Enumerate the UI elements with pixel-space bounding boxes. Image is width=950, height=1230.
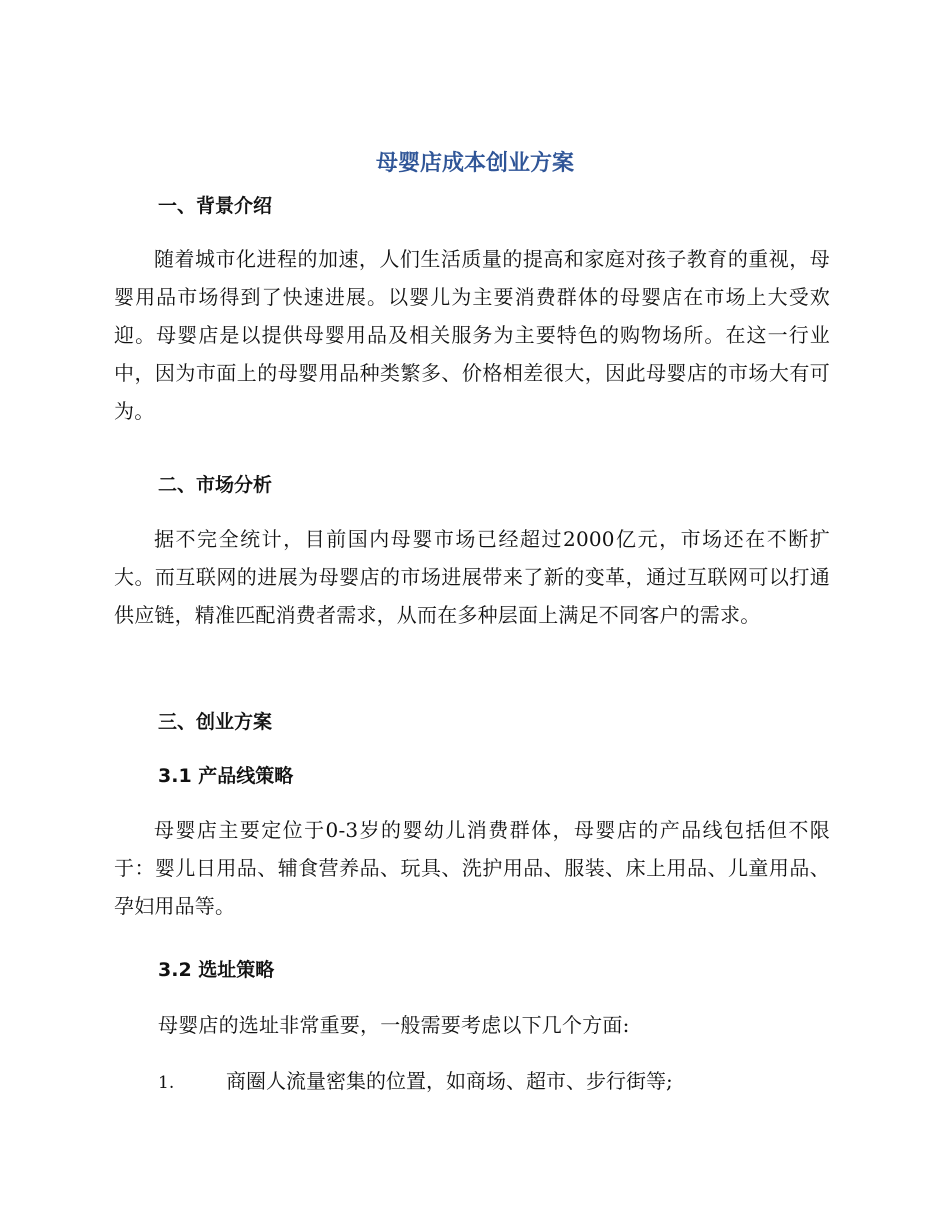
subsection-heading-product-line: 3.1 产品线策略	[158, 765, 294, 787]
paragraph-market: 据不完全统计，目前国内母婴市场已经超过2000亿元，市场还在不断扩大。而互联网的进展为母婴店的市场进展带来了新的变革，通过互联网可以打通供应链，精准匹配消费者需求，从而在多种层面上满足不同客户的需求。	[114, 527, 830, 627]
paragraph-product-line: 母婴店主要定位于0-3岁的婴幼儿消费群体，母婴店的产品线包括但不限于：婴儿日用品、辅食营养品、玩具、洗护用品、服装、床上用品、儿童用品、孕妇用品等。	[114, 818, 830, 918]
section-heading-plan: 三、创业方案	[158, 711, 273, 733]
section-heading-background: 一、背景介绍	[158, 195, 273, 217]
paragraph-location-intro: 母婴店的选址非常重要，一般需要考虑以下几个方面:	[158, 1013, 630, 1037]
list-item	[158, 1062, 830, 1102]
list-item-text: 商圈人流量密集的位置，如商场、超市、步行街等;	[226, 1069, 673, 1093]
document-title: 母婴店成本创业方案	[375, 151, 574, 176]
section-heading-market: 二、市场分析	[158, 474, 273, 496]
list-item-number: 1.	[158, 1073, 175, 1093]
paragraph-background: 随着城市化进程的加速，人们生活质量的提高和家庭对孩子教育的重视，母婴用品市场得到了快速进展。以婴儿为主要消费群体的母婴店在市场上大受欢迎。母婴店是以提供母婴用品及相关服务为主要特色的购物场所。在这一行业中，因为市面上的母婴用品种类繁多、价格相差很大，因此母婴店的市场大有可为。	[114, 247, 830, 423]
subsection-heading-location: 3.2 选址策略	[158, 959, 275, 981]
